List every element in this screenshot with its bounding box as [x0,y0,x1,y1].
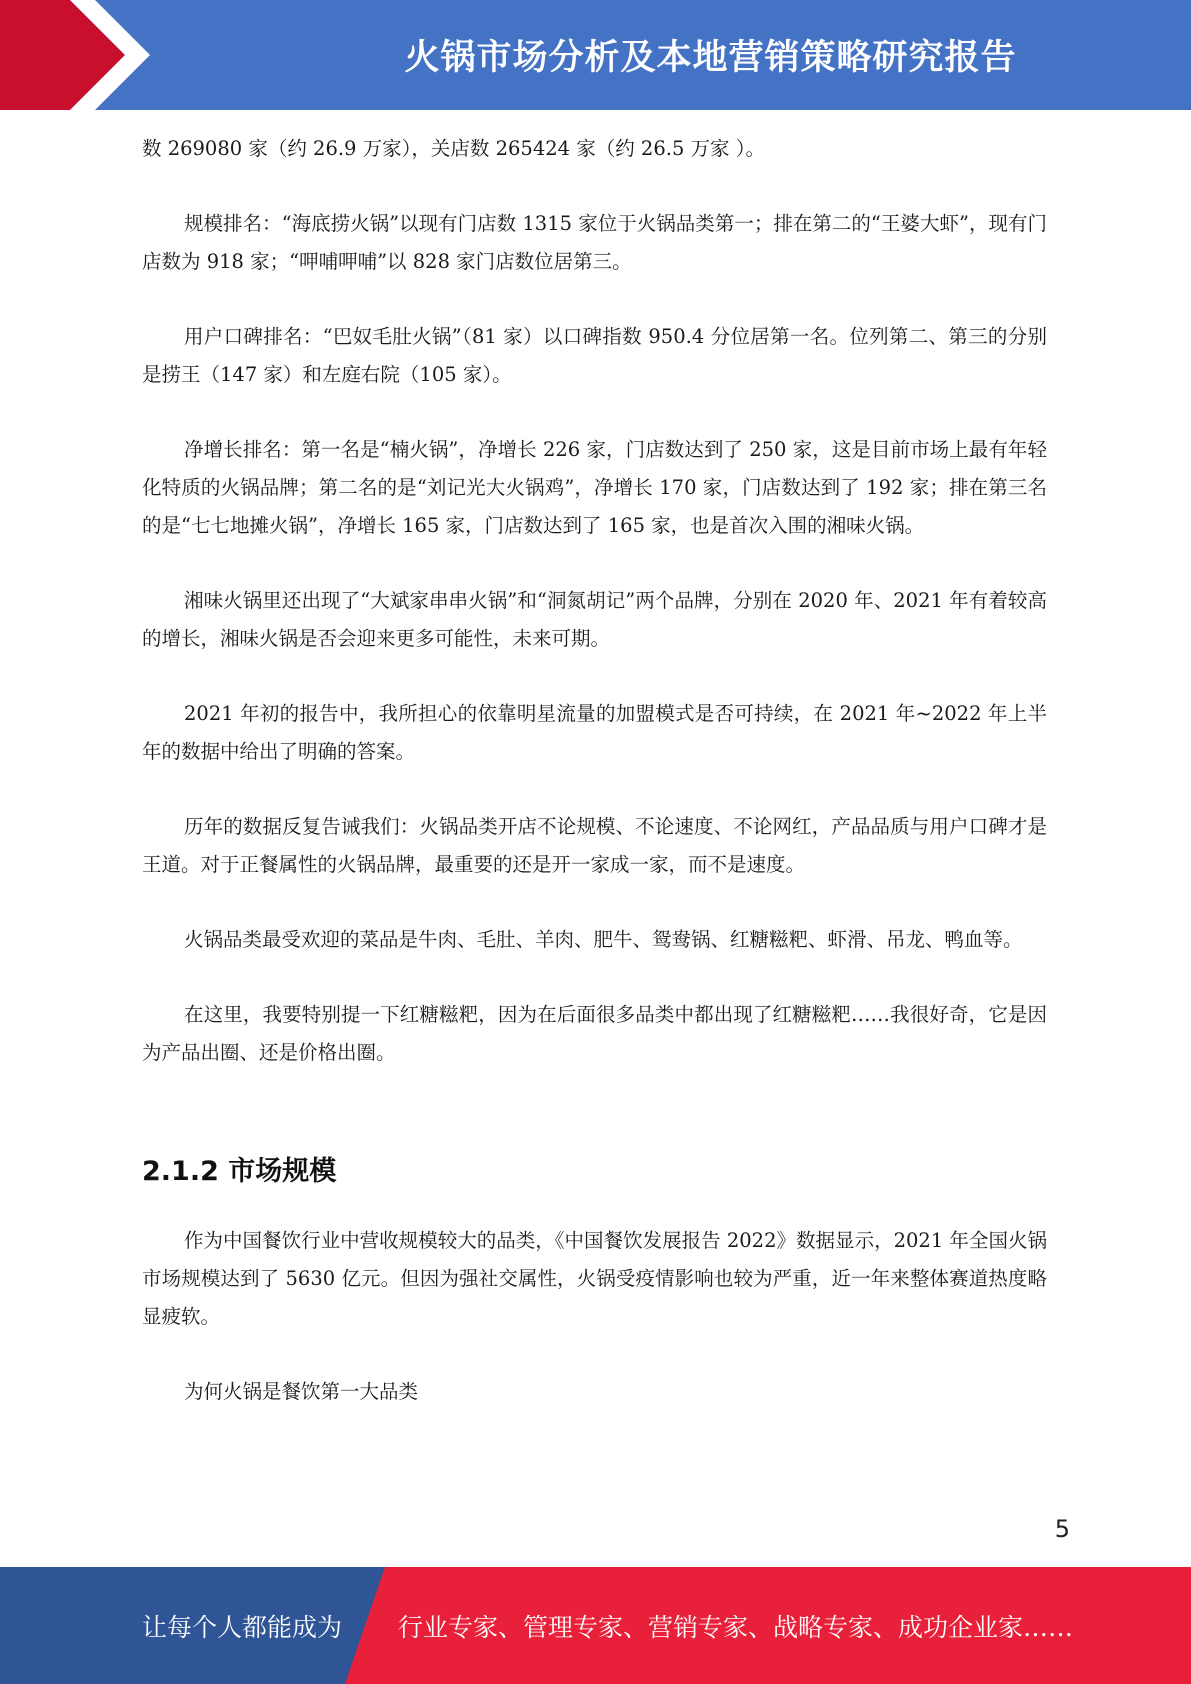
page-footer [0,1567,1191,1684]
paragraph: 规模排名：“海底捞火锅”以现有门店数 1315 家位于火锅品类第一；排在第二的“王婆大虾”，现有门店数为 918 家；“呷哺呷哺”以 828 家门店数位居第三。 [142,212,1047,273]
footer-slogan-right: 行业专家、管理专家、营销专家、战略专家、成功企业家…… [398,1612,1074,1642]
page-number: 5 [1054,1515,1070,1543]
paragraph: 用户口碑排名：“巴奴毛肚火锅”（81 家）以口碑指数 950.4 分位居第一名。位列第二、第三的分别是捞王（147 家）和左庭右院（105 家）。 [142,325,1047,386]
document-body [142,130,1047,1448]
paragraph: 净增长排名：第一名是“楠火锅”，净增长 226 家，门店数达到了 250 家，这是目前市场上最有年轻化特质的火锅品牌；第二名的是“刘记光大火锅鸡”，净增长 170 家，门店数达到了 192 家；排在第三名的是“七七地摊火锅”，净增长 165 家，门店数达到了 165 家，也是首次入围的湘味火锅。 [142,438,1047,537]
header-arrow-decoration [0,0,240,110]
footer-slogan-left: 让每个人都能成为 [142,1612,343,1642]
paragraph: 作为中国餐饮行业中营收规模较大的品类，《中国餐饮发展报告 2022》数据显示，2021 年全国火锅市场规模达到了 5630 亿元。但因为强社交属性，火锅受疫情影响也较为严重，近一年来整体赛道热度略显疲软。 [142,1229,1047,1328]
paragraph: 在这里，我要特别提一下红糖糍粑，因为在后面很多品类中都出现了红糖糍粑……我很好奇，它是因为产品出圈、还是价格出圈。 [142,1003,1047,1064]
report-title: 火锅市场分析及本地营销策略研究报告 [404,38,1017,78]
paragraph: 为何火锅是餐饮第一大品类 [184,1380,419,1403]
paragraph: 湘味火锅里还出现了“大斌家串串火锅”和“洞氮胡记”两个品牌，分别在 2020 年、2021 年有着较高的增长，湘味火锅是否会迎来更多可能性，未来可期。 [142,589,1047,650]
paragraph: 火锅品类最受欢迎的菜品是牛肉、毛肚、羊肉、肥牛、鸳鸯锅、红糖糍粑、虾滑、吊龙、鸭血等。 [184,928,1023,951]
paragraph: 数 269080 家（约 26.9 万家），关店数 265424 家（约 26.5 万家 ）。 [142,137,766,160]
page-header [0,0,1191,110]
paragraph: 2021 年初的报告中，我所担心的依靠明星流量的加盟模式是否可持续，在 2021 年~2022 年上半年的数据中给出了明确的答案。 [142,702,1047,763]
section-heading: 2.1.2 市场规模 [142,1156,337,1187]
paragraph: 历年的数据反复告诫我们：火锅品类开店不论规模、不论速度、不论网红，产品品质与用户口碑才是王道。对于正餐属性的火锅品牌，最重要的还是开一家成一家，而不是速度。 [142,815,1047,876]
